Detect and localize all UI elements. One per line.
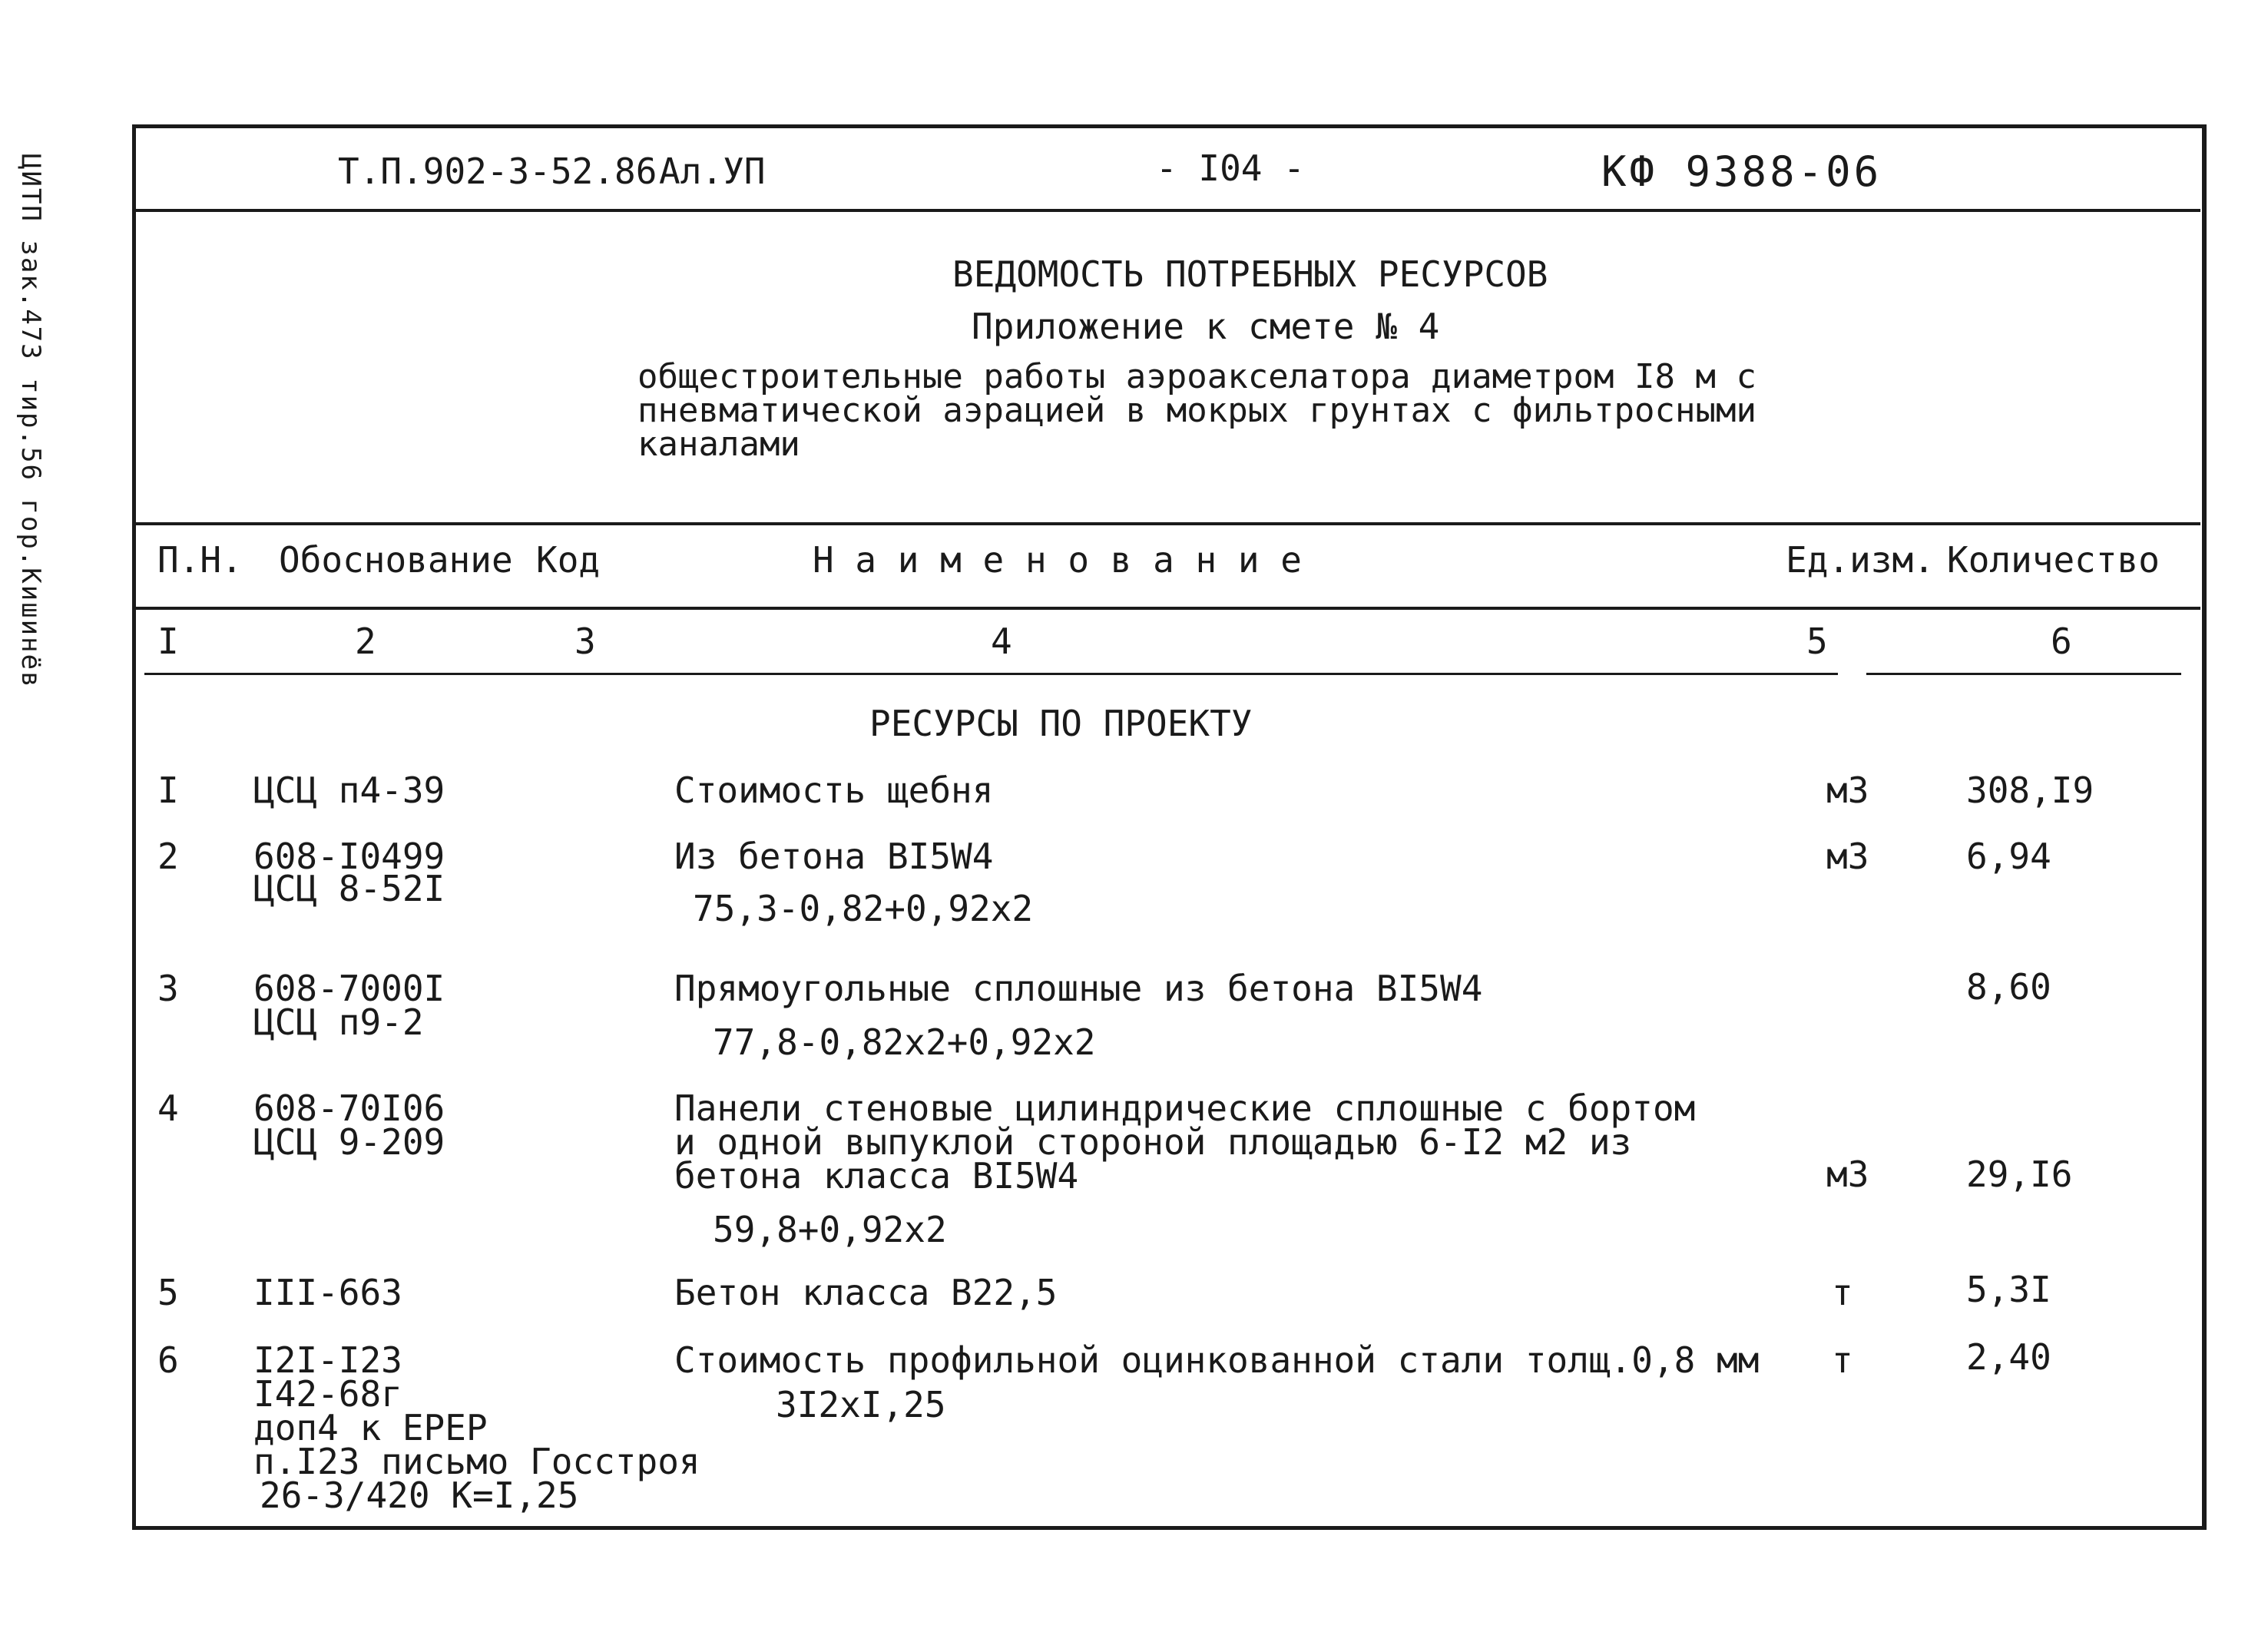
row-3-calc: 77,8-0,82х2+0,92х2 (713, 1021, 1096, 1063)
row-2-basis-line-1: 608-I0499 (253, 836, 445, 877)
col-number-5: 5 (1806, 621, 1828, 662)
document-title: ВЕДОМОСТЬ ПОТРЕБНЫХ РЕСУРСОВ (952, 253, 1548, 295)
row-1-number: I (157, 770, 179, 811)
row-2-unit: м3 (1826, 836, 1869, 877)
row-4-name-line-2: и одной выпуклой стороной площадью 6-I2 м2 из (674, 1121, 1632, 1163)
row-3-name: Прямоугольные сплошные из бетона BI5W4 (674, 968, 1483, 1009)
row-4-basis-line-1: 608-70I06 (253, 1087, 445, 1129)
row-6-basis-line-5: 26-3/420 К=I,25 (260, 1475, 579, 1516)
margin-stamp: ЦИТП зак.473 тир.56 гор.Кишинёв (15, 154, 46, 689)
row-2-basis-line-2: ЦСЦ 8-52I (253, 868, 445, 909)
col-header-name: Н а и м е н о в а н и е (813, 539, 1302, 581)
row-5-number: 5 (157, 1272, 179, 1313)
row-6-calc: 3I2хI,25 (776, 1384, 946, 1425)
row-4-number: 4 (157, 1087, 179, 1129)
col-number-3: 3 (574, 621, 596, 662)
col-header-basis: Обоснование (279, 539, 513, 581)
col-number-1: I (157, 621, 179, 662)
subtitle-line-2: пневматической аэрацией в мокрых грунтах с фильтросными (637, 391, 1756, 430)
row-4-basis-line-2: ЦСЦ 9-209 (253, 1121, 445, 1163)
col-number-2: 2 (355, 621, 376, 662)
row-2-qty: 6,94 (1966, 836, 2051, 877)
row-2-number: 2 (157, 836, 179, 877)
col-header-pn: П.Н. (157, 539, 243, 581)
row-3-qty: 8,60 (1966, 966, 2051, 1008)
row-1-unit: м3 (1826, 770, 1869, 811)
row-6-basis-line-1: I2I-I23 (253, 1339, 402, 1381)
row-5-name: Бетон класса B22,5 (674, 1272, 1058, 1313)
row-4-qty: 29,I6 (1966, 1154, 2073, 1195)
subtitle-line-3: каналами (637, 425, 800, 464)
row-2-calc: 75,3-0,82+0,92х2 (693, 888, 1034, 929)
column-number-rule (144, 673, 1838, 675)
row-6-unit: т (1832, 1339, 1853, 1381)
row-6-basis-line-4: п.I23 письмо Госстроя (253, 1441, 700, 1482)
row-6-name: Стоимость профильной оцинкованной стали толщ.0,8 мм (674, 1339, 1760, 1381)
subtitle-line-1: общестроительные работы аэроакселатора диаметром I8 м с (637, 357, 1756, 396)
row-1-basis: ЦСЦ п4-39 (253, 770, 445, 811)
col-header-unit: Ед.изм. (1786, 539, 1935, 581)
row-1-qty: 308,I9 (1966, 770, 2094, 811)
header-row-rule (134, 607, 2200, 610)
row-3-basis-line-1: 608-7000I (253, 968, 445, 1009)
row-5-unit: т (1832, 1272, 1853, 1313)
row-2-name: Из бетона BI5W4 (674, 836, 994, 877)
header-divider (134, 209, 2200, 212)
row-5-basis: III-663 (253, 1272, 402, 1313)
row-3-basis-line-2: ЦСЦ п9-2 (253, 1001, 424, 1043)
row-6-basis-line-2: I42-68г (253, 1373, 402, 1415)
col-number-6: 6 (2051, 621, 2072, 662)
col-header-code: Код (536, 539, 601, 581)
row-4-unit: м3 (1826, 1154, 1869, 1195)
appendix-title: Приложение к смете № 4 (972, 306, 1440, 347)
col-number-4: 4 (991, 621, 1012, 662)
row-4-name-line-3: бетона класса BI5W4 (674, 1155, 1079, 1197)
column-number-rule-right (1866, 673, 2181, 675)
album-label: Ал.УП (659, 151, 766, 192)
row-6-basis-line-3: доп4 к ЕРЕР (253, 1407, 488, 1448)
sheet-code: КФ 9388-06 (1601, 147, 1882, 196)
row-1-name: Стоимость щебня (674, 770, 994, 811)
row-6-number: 6 (157, 1339, 179, 1381)
page-number: - I04 - (1156, 147, 1305, 189)
row-3-number: 3 (157, 968, 179, 1009)
doc-code: Т.П.902-3-52.86 (338, 151, 657, 192)
row-5-qty: 5,3I (1966, 1269, 2051, 1310)
col-header-qty: Количество (1947, 539, 2160, 581)
section-title: РЕСУРСЫ ПО ПРОЕКТУ (869, 703, 1253, 744)
row-4-name-line-1: Панели стеновые цилиндрические сплошные с бортом (674, 1087, 1696, 1129)
table-top-rule (134, 522, 2200, 525)
row-6-qty: 2,40 (1966, 1336, 2051, 1378)
row-4-calc: 59,8+0,92х2 (713, 1209, 947, 1250)
